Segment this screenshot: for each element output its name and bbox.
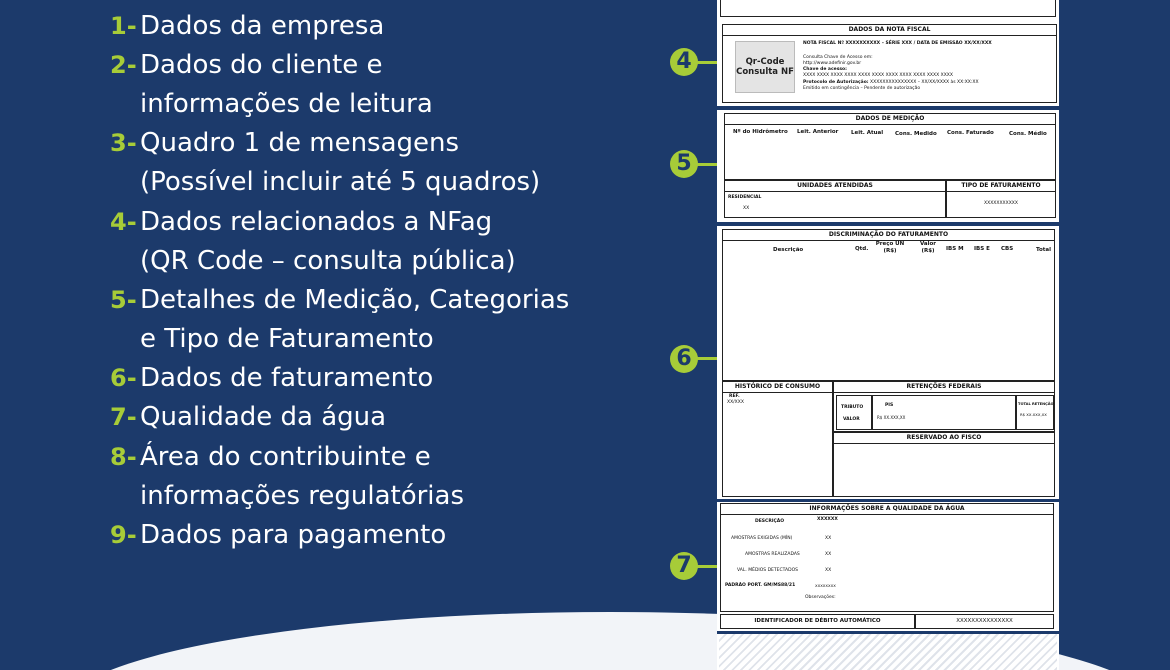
section-header: INFORMAÇÕES SOBRE A QUALIDADE DA ÁGUA xyxy=(721,504,1053,515)
medios-label: VAL. MÉDIOS DETECTADOS xyxy=(737,568,798,573)
section-header: DISCRIMINAÇÃO DO FATURAMENTO xyxy=(723,230,1054,241)
section-header: UNIDADES ATENDIDAS xyxy=(725,181,945,192)
col-hidrometro: Nº do Hidrômetro xyxy=(733,129,788,135)
legend-text: (QR Code – consulta pública) xyxy=(140,245,516,276)
section-header: DADOS DA NOTA FISCAL xyxy=(723,25,1056,36)
legend-number: 4- xyxy=(110,207,137,236)
nf-chave-value: XXXX XXXX XXXX XXXX XXXX XXXX XXXX XXXX XXXX XXXX XXXX xyxy=(803,73,953,78)
historico-value: XX/XXX xyxy=(727,400,744,405)
legend-list xyxy=(110,6,569,555)
legend-number: 2- xyxy=(110,50,137,79)
pis-value: R$ XX.XXX,XX xyxy=(877,415,906,420)
section-header: RETENÇÕES FEDERAIS xyxy=(834,382,1054,393)
faturamento-section xyxy=(722,229,1055,381)
legend-number: 3- xyxy=(110,129,137,158)
col-ibs-e: IBS E xyxy=(974,246,990,252)
tipo-faturamento-value: XXXXXXXXXXX xyxy=(984,201,1018,206)
legend-number: 5- xyxy=(110,285,137,314)
legend-item-5-cont xyxy=(110,320,569,359)
medicao-section xyxy=(724,113,1056,180)
legend-number: 7- xyxy=(110,403,137,432)
col-cons-faturado: Cons. Faturado xyxy=(947,130,994,136)
retencoes-section xyxy=(833,381,1055,432)
descricao-value: XXXXXX xyxy=(817,517,838,522)
col-descricao: Descrição xyxy=(773,247,804,253)
previous-section-box xyxy=(720,0,1056,17)
debito-label: IDENTIFICADOR DE DÉBITO AUTOMÁTICO xyxy=(754,618,881,624)
exigidas-value: XX xyxy=(825,536,832,541)
legend-text: Dados relacionados a NFag xyxy=(140,206,493,237)
legend-number: 6- xyxy=(110,364,137,393)
marker-7: 7 xyxy=(670,552,698,580)
nf-contingencia: Emitido em contingência – Pendente de autorização xyxy=(803,86,921,91)
realizadas-label: AMOSTRAS REALIZADAS xyxy=(745,552,800,557)
legend-text: Detalhes de Medição, Categorias xyxy=(140,284,570,315)
unidades-section xyxy=(724,180,946,218)
marker-4: 4 xyxy=(670,48,698,76)
nf-consulta: Consulta Chave de Acesso em: xyxy=(803,55,873,60)
next-section-pattern xyxy=(719,634,1057,670)
col-valor: Valor (R$) xyxy=(919,241,937,254)
legend-text: Dados do cliente e xyxy=(140,49,383,80)
padrao-label: PADRÃO PORT. GM/MS88/21 xyxy=(725,583,796,588)
debito-automatico-value-cell xyxy=(915,614,1054,629)
col-qtd: Qtd. xyxy=(855,246,869,252)
section-divider xyxy=(717,222,1059,226)
nf-url: http://www.adefinir.gov.br xyxy=(803,61,862,66)
nf-title: NOTA FISCAL Nº XXXXXXXXXX – SÉRIE XXX / DATA DE EMISSÃO XX/XX/XXX xyxy=(803,41,992,46)
legend-item-2-cont xyxy=(110,84,569,123)
col-cons-medido: Cons. Medido xyxy=(895,131,937,137)
legend-text: e Tipo de Faturamento xyxy=(140,324,434,355)
legend-text: Quadro 1 de mensagens xyxy=(140,128,460,159)
total-retencao-value: R$ XX.XXX,XX xyxy=(1020,412,1047,417)
tributo-cell xyxy=(836,395,872,430)
legend-number: 9- xyxy=(110,521,137,550)
legend-text: informações regulatórias xyxy=(140,480,465,511)
nf-protocolo-label: Protocolo de Autorização: xyxy=(803,80,869,85)
observacoes-label: Observações: xyxy=(805,595,836,600)
col-cbs: CBS xyxy=(1001,246,1014,252)
marker-6: 6 xyxy=(670,345,698,373)
legend-text: Área do contribuinte e xyxy=(140,441,431,472)
col-leit-anterior: Leit. Anterior xyxy=(797,129,839,135)
legend-item-8 xyxy=(110,437,569,476)
section-divider xyxy=(717,499,1059,502)
descricao-label: DESCRIÇÃO xyxy=(755,519,785,524)
legend-item-5 xyxy=(110,280,569,319)
historico-consumo-section xyxy=(722,381,833,497)
nota-fiscal-section xyxy=(722,24,1057,103)
invoice-document xyxy=(717,0,1059,670)
debito-value: XXXXXXXXXXXXXXX xyxy=(956,618,1013,624)
section-header: HISTÓRICO DE CONSUMO xyxy=(723,382,832,393)
padrao-value: XXXXXXXX xyxy=(815,583,836,588)
legend-text: Dados da empresa xyxy=(140,10,385,41)
legend-item-8-cont xyxy=(110,476,569,515)
legend-text: (Possível incluir até 5 quadros) xyxy=(140,167,541,198)
col-cons-medio: Cons. Médio xyxy=(1009,131,1047,137)
legend-item-6 xyxy=(110,359,569,398)
tipo-faturamento-section xyxy=(946,180,1056,218)
qr-code-placeholder xyxy=(735,41,795,93)
legend-item-4 xyxy=(110,202,569,241)
total-retencao-label: TOTAL RETENÇÃO xyxy=(1018,402,1054,406)
legend-number: 8- xyxy=(110,442,137,471)
nf-chave-label: Chave de acesso: xyxy=(803,67,847,72)
legend-text: Qualidade da água xyxy=(140,402,387,433)
col-leit-atual: Leit. Atual xyxy=(851,130,884,136)
nf-protocolo-value: XXXXXXXXXXXXXXX – XX/XX/XXXX às XX:XX:XX xyxy=(870,80,979,85)
unidades-value: XX xyxy=(743,206,750,211)
legend-text: Dados de faturamento xyxy=(140,363,434,394)
realizadas-value: XX xyxy=(825,552,832,557)
fisco-section xyxy=(833,432,1055,497)
pis-label: PIS xyxy=(885,403,894,408)
legend-number: 1- xyxy=(110,11,137,40)
qualidade-agua-section xyxy=(720,503,1054,612)
col-total: Total xyxy=(1036,247,1052,253)
total-retencao-cell xyxy=(1016,395,1054,430)
legend-item-3-cont xyxy=(110,163,569,202)
exigidas-label: AMOSTRAS EXIGIDAS (MÍN) xyxy=(731,536,793,541)
legend-item-1 xyxy=(110,6,569,45)
legend-item-7 xyxy=(110,398,569,437)
legend-text: Dados para pagamento xyxy=(140,520,447,551)
valor-label: VALOR xyxy=(843,417,860,422)
marker-5: 5 xyxy=(670,150,698,178)
section-header: DADOS DE MEDIÇÃO xyxy=(725,114,1055,125)
debito-automatico-label-cell xyxy=(720,614,915,629)
tributo-label: TRIBUTO xyxy=(841,405,864,410)
legend-text: informações de leitura xyxy=(140,88,433,119)
historico-ref-label: REF. xyxy=(729,394,740,399)
medios-value: XX xyxy=(825,568,832,573)
qr-label: Consulta NF xyxy=(736,67,794,77)
legend-item-9 xyxy=(110,515,569,554)
qr-label: Qr-Code xyxy=(745,57,785,67)
col-preco-un: Preço UN (R$) xyxy=(875,241,905,254)
section-divider xyxy=(717,106,1059,110)
legend-item-3 xyxy=(110,124,569,163)
col-ibs-m: IBS M xyxy=(946,246,964,252)
legend-item-2 xyxy=(110,45,569,84)
section-header: RESERVADO AO FISCO xyxy=(834,433,1054,444)
pis-cell xyxy=(872,395,1016,430)
legend-item-4-cont xyxy=(110,241,569,280)
unidades-label: RESIDENCIAL xyxy=(728,195,762,200)
section-header: TIPO DE FATURAMENTO xyxy=(947,181,1055,192)
